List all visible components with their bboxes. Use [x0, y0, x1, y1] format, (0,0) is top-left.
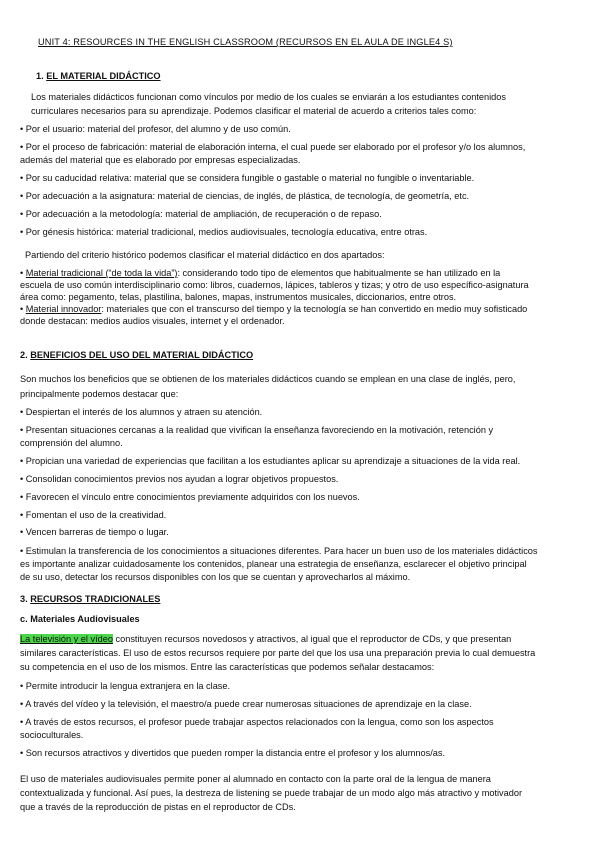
s2-bullet: • Consolidan conocimientos previos nos ayudan a lograr objetivos propuestos. — [20, 472, 338, 486]
s2-bullet: • Presentan situaciones cercanas a la realidad que vivifican la enseñanza favoreciendo en la motivación, retención y — [20, 423, 493, 437]
s1-intro-line: curriculares necesarios para su aprendizaje. Podemos clasificar el material de acuerdo a criterios tales como: — [31, 106, 477, 116]
document-title: UNIT 4: RESOURCES IN THE ENGLISH CLASSROOM (RECURSOS EN EL AULA DE INGLE4 S) — [38, 37, 453, 47]
mi-line: donde destacan: medios audios visuales, internet y el ordenador. — [20, 316, 285, 326]
mt-text: : considerando todo tipo de elementos que habitualmente se han utilizado en la — [177, 268, 501, 278]
section-1-title: EL MATERIAL DIDÁCTICO — [46, 71, 161, 81]
s2-bullet: • Vencen barreras de tiempo o lugar. — [20, 525, 169, 539]
s3-bullet: • A través de estos recursos, el profesor puede trabajar aspectos relacionados con la lengua, como son los aspectos — [20, 715, 494, 729]
s2-bullet: • Fomentan el uso de la creatividad. — [20, 508, 166, 522]
s3-paragraph-line: El uso de materiales audiovisuales permite poner al alumnado en contacto con la parte oral de la lengua de manera — [20, 774, 491, 784]
section-2-number: 2. — [20, 350, 31, 360]
s3-bullet-cont: socioculturales. — [20, 730, 84, 740]
s1-bullet-cont: además del material que es elaborado por empresas especializadas. — [20, 155, 301, 165]
s3-paragraph-line: que a través de la reproducción de pistas en el reproductor de CDs. — [20, 802, 296, 812]
s1-bullet: • Por génesis histórica: material tradicional, medios audiovisuales, tecnología educativa, entre otras. — [20, 225, 427, 239]
s2-bullet: • Propician una variedad de experiencias que facilitan a los estudiantes aplicar su aprendizaje a situaciones de la vida real. — [20, 454, 520, 468]
mt-line: área como: pegamento, telas, plastilina, balones, mapas, instrumentos musicales, diccionarios, entre otros. — [20, 292, 457, 302]
s3-p1-text: constituyen recursos novedosos y atractivos, al igual que el reproductor de CDs, y que presentan — [112, 634, 512, 644]
s2-bullet: • Favorecen el vínculo entre conocimientos previamente adquiridos con los nuevos. — [20, 490, 360, 504]
s3-paragraph-line — [20, 632, 511, 646]
s3-paragraph-line: similares características. El uso de estos recursos requiere por parte del que los usa una preparación previa lo cual demuestra — [20, 648, 536, 658]
mt-line: escuela de uso común interdisciplinario como: libros, cuadernos, lápices, tableros y tizas; y otro de uso específico-asignatura — [20, 280, 529, 290]
s1-bullet: • Por adecuación a la asignatura: material de ciencias, de inglés, de plástica, de tecnología, de geometría, etc. — [20, 189, 469, 203]
s2-intro-line: Son muchos los beneficios que se obtienen de los materiales didácticos cuando se emplean en una clase de inglés, pero, — [20, 374, 516, 384]
s3-bullet: • Son recursos atractivos y divertidos que pueden romper la distancia entre el profesor y los alumnos/as. — [20, 746, 445, 760]
highlighted-phrase: La televisión y el vídeo — [20, 634, 113, 644]
s1-bullet: • Por adecuación a la metodología: material de ampliación, de recuperación o de repaso. — [20, 207, 382, 221]
s2-bullet: • Estimulan la transferencia de los conocimientos a situaciones diferentes. Para hacer un buen uso de los materiales didácticos — [20, 544, 538, 558]
s1-paragraph: Partiendo del criterio histórico podemos clasificar el material didáctico en dos apartados: — [25, 250, 385, 260]
section-2-heading — [20, 348, 253, 362]
s2-bullet-cont: de su uso, detectar los recursos disponibles con los que se cuentan y aprovecharlos al máximo. — [20, 572, 411, 582]
s3-paragraph-line: su competencia en el uso de los mismos. Entre las características que podemos señalar destacamos: — [20, 662, 435, 672]
s1-intro-line: Los materiales didácticos funcionan como vínculos por medio de los cuales se enviarán a los estudiantes contenidos — [31, 92, 506, 102]
section-1-number: 1. — [36, 71, 47, 81]
section-3-title: RECURSOS TRADICIONALES — [30, 594, 161, 604]
s3-bullet: • A través del vídeo y la televisión, el maestro/a puede crear numerosas situaciones de aprendizaje en la clase. — [20, 697, 472, 711]
section-3-heading — [20, 592, 160, 606]
s3-bullet: • Permite introducir la lengua extranjera en la clase. — [20, 679, 230, 693]
mi-label: Material innovador — [25, 304, 102, 314]
s2-bullet-cont: es importante analizar cuidadosamente los contenidos, planear una estrategia de enseñanza, esclarecer el objetivo principal — [20, 559, 527, 569]
section-2-title: BENEFICIOS DEL USO DEL MATERIAL DIDÁCTICO — [30, 350, 254, 360]
s1-bullet: • Por su caducidad relativa: material que se considera fungible o gastable o material no fungible o inventariable. — [20, 171, 474, 185]
s2-bullet: • Despiertan el interés de los alumnos y atraen su atención. — [20, 405, 262, 419]
s2-intro-line: principalmente podemos destacar que: — [20, 389, 179, 399]
s1-bullet: • Por el proceso de fabricación: material de elaboración interna, el cual puede ser elaborado por el profesor y/o los alumnos, — [20, 140, 525, 154]
section-3-number: 3. — [20, 594, 31, 604]
s2-bullet-cont: comprensión del alumno. — [20, 438, 123, 448]
section-1-heading — [36, 69, 161, 83]
s1-bullet: • Por el usuario: material del profesor, del alumno y de uso común. — [20, 122, 291, 136]
s3-paragraph-line: contextualizada y funcional. Así pues, la destreza de listening se puede trabajar de un modo algo más atractivo y motivador — [20, 788, 523, 798]
section-3-subheading: c. Materiales Audiovisuales — [20, 614, 140, 624]
mt-label: Material tradicional (“de toda la vida”) — [25, 268, 178, 278]
mi-text: : materiales que con el transcurso del tiempo y la tecnología se han convertido en medio muy sofisticado — [101, 304, 528, 314]
